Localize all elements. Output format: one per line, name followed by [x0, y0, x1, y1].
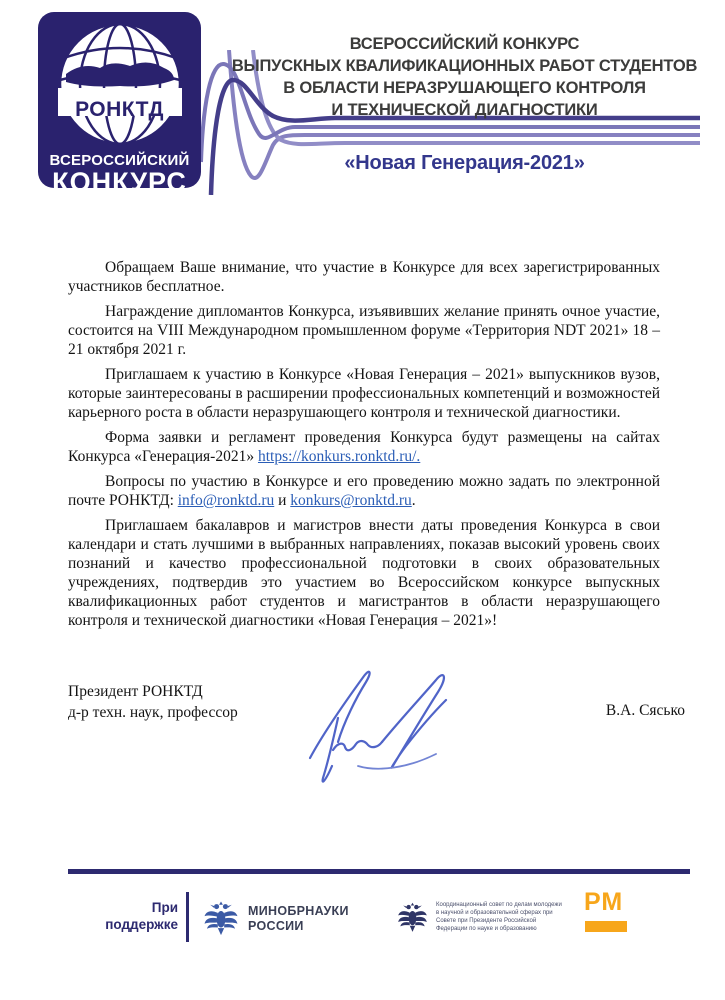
support-line1: При — [151, 900, 178, 915]
logo-org-name: РОНКТД — [75, 98, 164, 121]
signer-name: В.А. Сясько — [605, 702, 685, 719]
minobrnauki-eagle-icon — [202, 894, 240, 942]
contacts-conjunction: и — [274, 492, 291, 509]
paragraph-invitation-graduates: Приглашаем к участию в Конкурсе «Новая Генерация – 2021» выпускников вузов, которые заинтересованы в расширении профессиональных компетенций и возможностей карьерного роста в области неразрушающего контроля и технической диагностики. — [68, 366, 660, 421]
paragraph-contacts — [68, 472, 660, 510]
footer-support-label — [84, 899, 178, 933]
ministry-line1: МИНОБРНАУКИ — [248, 904, 349, 918]
handwritten-signature — [288, 656, 473, 791]
konkurs-site-link[interactable]: https://konkurs.ronktd.ru/. — [257, 448, 421, 465]
globe-icon — [52, 22, 188, 148]
title-line-2: ВЫПУСКНЫХ КВАЛИФИКАЦИОННЫХ РАБОТ СТУДЕНТОВ — [231, 57, 698, 75]
paragraph-award-ceremony: Награждение дипломантов Конкурса, изъявивших желание принять очное участие, состоится на VIII Международном промышленном форуме «Территория NDT 2021» 18 – 21 октября 2021 г. — [68, 303, 660, 358]
info-email-link[interactable]: info@ronktd.ru — [177, 492, 275, 509]
signer-position-line1: Президент РОНКТД — [68, 683, 203, 700]
title-line-3: В ОБЛАСТИ НЕРАЗРУШАЮЩЕГО КОНТРОЛЯ — [283, 79, 646, 97]
signer-position-line2: д-р техн. наук, профессор — [68, 704, 238, 721]
coordination-council-eagle-icon — [396, 893, 429, 941]
support-line2: поддержке — [105, 917, 178, 932]
application-form-text: Форма заявки и регламент проведения Конкурса будут размещены на сайтах Конкурса «Генерация-2021» — [68, 429, 660, 465]
logo-caption-line2: КОНКУРС — [52, 167, 187, 197]
paragraph-application-form — [68, 428, 660, 466]
contacts-text: Вопросы по участию в Конкурсе и его проведению можно задать по электронной почте РОНКТД: — [68, 473, 660, 509]
title-line-1: ВСЕРОССИЙСКИЙ КОНКУРС — [349, 35, 580, 53]
pm-logo-bar — [585, 921, 627, 932]
paragraph-call-to-action: Приглашаем бакалавров и магистров внести даты проведения Конкурса в свои календари и стать лучшими в выбранных направлениях, показав высокий уровень своих познаний и качество профессиональной подготовки в своих образовательных учреждениях, подтвердив это участием во Всероссийском конкурсе выпускных квалификационных работ студентов и магистрантов в области неразрушающего контроля и технической диагностики «Новая Генерация – 2021»! — [68, 517, 660, 629]
letter-body — [68, 258, 660, 636]
logo-caption-line1: ВСЕРОССИЙСКИЙ — [49, 152, 190, 169]
contacts-period: . — [411, 492, 416, 509]
ministry-line2: РОССИИ — [248, 919, 304, 933]
ronktd-logo — [38, 12, 201, 197]
coordination-council-label: Координационный совет по делам молодежи в научной и образовательной сферах при Совете при Президенте Российской Федерации по науке и образованию — [436, 902, 562, 932]
ministry-label — [248, 904, 349, 934]
signer-position — [68, 681, 238, 723]
pm-logo: РМ — [584, 888, 624, 916]
footer-vertical-divider — [186, 892, 189, 942]
footer-divider-bar — [68, 869, 690, 874]
title-line-4: И ТЕХНИЧЕСКОЙ ДИАГНОСТИКИ — [331, 101, 598, 119]
competition-name: «Новая Генерация-2021» — [344, 152, 585, 174]
konkurs-email-link[interactable]: konkurs@ronktd.ru — [290, 492, 412, 509]
paragraph-free-participation: Обращаем Ваше внимание, что участие в Конкурсе для всех зарегистрированных участников бесплатное. — [68, 259, 660, 295]
document-title — [212, 33, 717, 121]
